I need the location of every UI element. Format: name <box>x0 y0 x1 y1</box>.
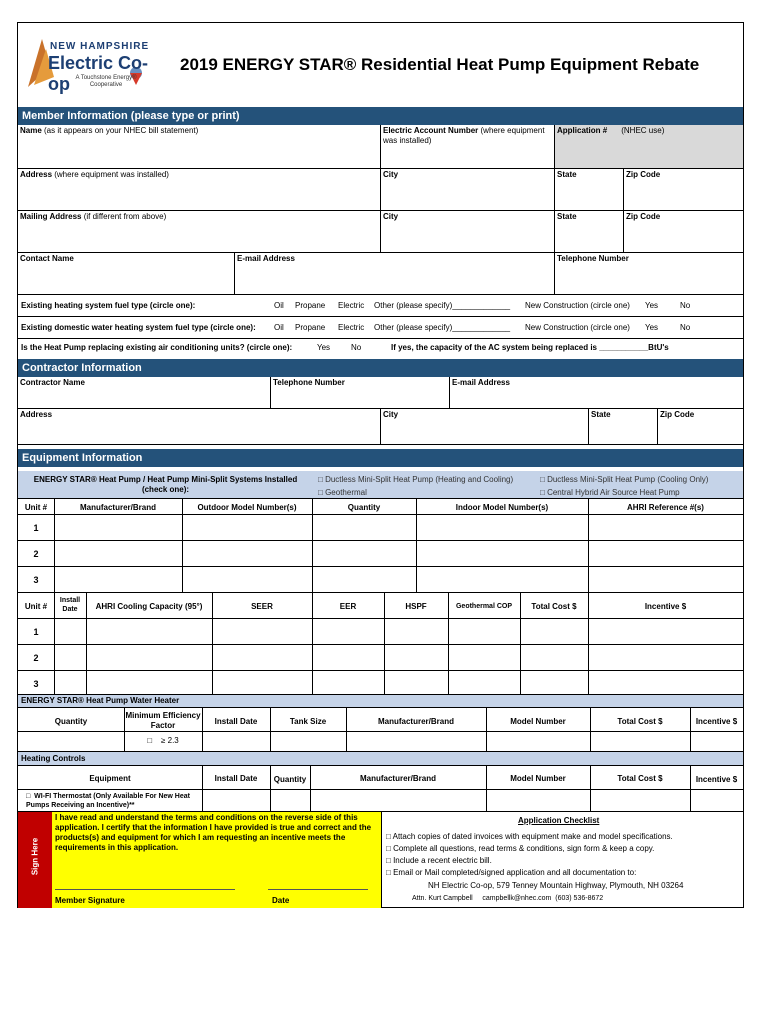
whp-divider <box>124 708 125 752</box>
telephone-field[interactable]: Telephone Number <box>555 253 743 295</box>
checklist-items <box>386 831 741 879</box>
t1-outdoor-model-header: Outdoor Model Number(s) <box>197 503 297 512</box>
hc-install-date-header: Install Date <box>214 774 258 783</box>
contact-name-field[interactable]: Contact Name <box>18 253 235 295</box>
contractor-zip-field[interactable]: Zip Code <box>658 409 743 445</box>
hp-row-number: 2 <box>33 549 39 559</box>
whp-min-efficiency[interactable] <box>124 736 202 745</box>
name-label: Name <box>20 126 42 135</box>
checklist-item-text: Email or Mail completed/signed application and all documentation to: <box>393 868 637 877</box>
perf-row-2[interactable] <box>18 645 743 671</box>
member-section-header: Member Information (please type or print) <box>18 107 743 125</box>
date-line[interactable] <box>268 889 368 890</box>
contractor-section-header: Contractor Information <box>18 359 743 377</box>
account-number-field[interactable] <box>381 125 555 169</box>
t1-quantity-header: Quantity <box>347 503 381 512</box>
hc-incentive-header: Incentive $ <box>695 775 738 784</box>
checkbox-icon[interactable]: □ <box>386 856 391 865</box>
heating-yes-option[interactable]: Yes <box>645 301 659 310</box>
hc-quantity-header: Quantity <box>273 775 307 784</box>
t1-unit-header: Unit # <box>24 503 48 512</box>
t1-ahri-header: AHRI Reference #(s) <box>627 503 704 512</box>
t2-hspf-header: HSPF <box>405 602 427 611</box>
hc-total-cost-header: Total Cost $ <box>617 774 663 783</box>
acct-label: Electric Account Number <box>383 126 479 135</box>
whp-title: ENERGY STAR® Heat Pump Water Heater <box>18 695 743 708</box>
hc-manufacturer-header: Manufacturer/Brand <box>359 774 436 783</box>
hc-divider <box>270 766 271 812</box>
water-electric-option[interactable]: Electric <box>338 323 365 332</box>
contractor-city-field[interactable]: City <box>381 409 589 445</box>
mailing-zip-field[interactable]: Zip Code <box>624 211 743 253</box>
wifi-thermostat-option[interactable] <box>26 792 202 810</box>
whp-divider <box>202 708 203 752</box>
whp-divider <box>486 708 487 752</box>
whp-total-cost-header: Total Cost $ <box>617 717 663 726</box>
checkbox-icon[interactable]: □ <box>318 475 323 484</box>
address-label: Address <box>20 170 53 179</box>
whp-min-value: ≥ 2.3 <box>161 736 179 745</box>
equipment-section-header: Equipment Information <box>18 449 743 467</box>
whp-divider <box>270 708 271 752</box>
water-new-construction: New Construction (circle one) <box>525 323 630 332</box>
heating-oil-option[interactable]: Oil <box>274 301 284 310</box>
mailing-address-field[interactable] <box>18 211 381 253</box>
t1-manufacturer-header: Manufacturer/Brand <box>79 503 156 512</box>
city-field[interactable]: City <box>381 169 555 211</box>
ductless-heat-cool-option[interactable] <box>318 475 513 484</box>
app-label: Application # <box>557 126 608 135</box>
water-other-option[interactable]: Other (please specify)_____________ <box>374 323 511 332</box>
checklist-item[interactable] <box>386 855 741 867</box>
member-signature-line[interactable] <box>55 889 235 890</box>
mailing-state-field[interactable]: State <box>555 211 624 253</box>
t1-divider <box>312 499 313 593</box>
logo-line2: Electric Co-op <box>48 53 149 94</box>
acct-note: (where equipment was installed) <box>383 126 545 145</box>
hp-row-number: 1 <box>33 523 39 533</box>
checklist-item-text: Complete all questions, read terms & conditions, sign form & keep a copy. <box>393 844 655 853</box>
perf-row-3[interactable] <box>18 671 743 695</box>
whp-incentive-header: Incentive $ <box>695 717 738 726</box>
email-field[interactable]: E-mail Address <box>235 253 555 295</box>
zip-field[interactable]: Zip Code <box>624 169 743 211</box>
wifi-label: WI-FI Thermostat (Only Available For New Heat Pumps Receiving an Incentive)** <box>26 793 190 809</box>
hc-equipment-header: Equipment <box>89 774 131 783</box>
hp-row-3[interactable] <box>18 567 743 593</box>
checkbox-icon[interactable]: □ <box>147 736 153 745</box>
mailing-city-field[interactable]: City <box>381 211 555 253</box>
opt2-label: Ductless Mini-Split Heat Pump (Cooling Only) <box>547 475 709 484</box>
t2-total-cost-header: Total Cost $ <box>531 602 577 611</box>
whp-install-date-header: Install Date <box>214 717 258 726</box>
water-fuel-question: Existing domestic water heating system fuel type (circle one): <box>21 323 256 332</box>
t2-divider <box>312 593 313 695</box>
checklist-item[interactable] <box>386 843 741 855</box>
sign-here-label: Sign Here <box>30 837 40 876</box>
ac-question: Is the Heat Pump replacing existing air conditioning units? (circle one): <box>21 343 293 352</box>
ac-capacity-field[interactable]: If yes, the capacity of the AC system being replaced is ___________BtU's <box>391 343 669 352</box>
address-note: (where equipment was installed) <box>52 170 169 179</box>
form-title: 2019 ENERGY STAR® Residential Heat Pump Equipment Rebate <box>180 55 700 74</box>
t1-divider <box>416 499 417 593</box>
logo-line3: A Touchstone Energy® Cooperative <box>75 75 137 88</box>
t1-indoor-model-header: Indoor Model Number(s) <box>455 503 549 512</box>
hc-divider <box>310 766 311 812</box>
t1-divider <box>54 499 55 593</box>
sign-here-tab <box>18 812 52 908</box>
mailing-note: (if different from above) <box>81 212 167 221</box>
t2-divider <box>448 593 449 695</box>
member-signature-label: Member Signature <box>55 896 125 905</box>
checkbox-icon[interactable]: □ <box>386 844 391 853</box>
t2-incentive-header: Incentive $ <box>644 602 687 611</box>
checkbox-icon[interactable]: □ <box>540 488 545 497</box>
central-hybrid-option[interactable] <box>540 488 680 497</box>
application-number-field <box>555 125 743 169</box>
whp-quantity-header: Quantity <box>54 717 88 726</box>
mail-address: NH Electric Co-op, 579 Tenney Mountain Highway, Plymouth, NH 03264 <box>428 881 684 890</box>
contractor-state-field[interactable]: State <box>589 409 658 445</box>
whp-model-header: Model Number <box>510 717 566 726</box>
certification-text: I have read and understand the terms and conditions on the reverse side of this application. I certify that the information I have provided is true and correct and the products(s) and equipment for which I am requesting an incentive meets the requirements in this application. <box>55 813 372 852</box>
member-name-field[interactable] <box>18 125 381 169</box>
hc-divider <box>690 766 691 812</box>
whp-manufacturer-header: Manufacturer/Brand <box>377 717 454 726</box>
hp-row-number: 3 <box>33 575 39 585</box>
mailing-label: Mailing Address <box>20 212 82 221</box>
nhec-logo <box>20 27 150 97</box>
ductless-cool-only-option[interactable] <box>540 475 708 484</box>
t2-eer-header: EER <box>339 602 357 611</box>
t2-divider <box>54 593 55 695</box>
address-field[interactable] <box>18 169 381 211</box>
checklist-item[interactable] <box>386 867 741 879</box>
water-yes-option[interactable]: Yes <box>645 323 659 332</box>
t2-divider <box>588 593 589 695</box>
water-oil-option[interactable]: Oil <box>274 323 284 332</box>
t1-divider <box>182 499 183 593</box>
contractor-address-field[interactable]: Address <box>18 409 381 445</box>
checklist-item-text: Attach copies of dated invoices with equipment make and model specifications. <box>392 832 673 841</box>
perf-row-1[interactable] <box>18 619 743 645</box>
heating-propane-option[interactable]: Propane <box>295 301 326 310</box>
hc-divider <box>486 766 487 812</box>
state-field[interactable]: State <box>555 169 624 211</box>
attn-contact: Attn. Kurt Campbell campbellk@nhec.com (603) 536-8672 <box>412 895 604 902</box>
opt3-label: Geothermal <box>325 488 367 497</box>
hp-row-2[interactable] <box>18 541 743 567</box>
heating-new-construction: New Construction (circle one) <box>525 301 630 310</box>
t2-divider <box>384 593 385 695</box>
perf-row-number: 2 <box>33 653 39 663</box>
whp-divider <box>590 708 591 752</box>
t2-seer-header: SEER <box>251 602 273 611</box>
ac-yes-option[interactable]: Yes <box>317 343 331 352</box>
date-label: Date <box>272 896 290 905</box>
name-note: (as it appears on your NHEC bill statement) <box>41 126 199 135</box>
opt4-label: Central Hybrid Air Source Heat Pump <box>547 488 680 497</box>
t2-unit-header: Unit # <box>24 602 48 611</box>
ac-no-option[interactable]: No <box>351 343 362 352</box>
heating-electric-option[interactable]: Electric <box>338 301 365 310</box>
t2-install-date-header: Install Date <box>59 597 81 613</box>
checkbox-icon[interactable]: □ <box>540 475 545 484</box>
whp-divider <box>346 708 347 752</box>
water-no-option[interactable]: No <box>680 323 691 332</box>
heating-no-option[interactable]: No <box>680 301 691 310</box>
hp-row-1[interactable] <box>18 515 743 541</box>
contractor-name-field[interactable]: Contractor Name <box>18 377 271 409</box>
heating-fuel-question: Existing heating system fuel type (circle one): <box>21 301 196 310</box>
whp-divider <box>690 708 691 752</box>
checkbox-icon[interactable]: □ <box>26 793 31 800</box>
hc-divider <box>202 766 203 812</box>
t2-divider <box>86 593 87 695</box>
checklist-item[interactable] <box>386 831 741 843</box>
checkbox-icon[interactable]: □ <box>386 868 391 877</box>
checkbox-icon[interactable]: □ <box>318 488 323 497</box>
heating-other-option[interactable]: Other (please specify)_____________ <box>374 301 511 310</box>
t2-geo-cop-header: Geothermal COP <box>455 603 512 610</box>
whp-efficiency-header: Minimum Efficiency Factor <box>125 711 201 730</box>
contractor-email-field[interactable]: E-mail Address <box>450 377 743 409</box>
hc-title: Heating Controls <box>18 752 743 766</box>
hp-type-title: ENERGY STAR® Heat Pump / Heat Pump Mini-Split Systems Installed (check one): <box>33 475 298 494</box>
water-propane-option[interactable]: Propane <box>295 323 326 332</box>
app-note: (NHEC use) <box>621 126 665 135</box>
hc-model-header: Model Number <box>510 774 566 783</box>
perf-row-number: 3 <box>33 679 39 689</box>
hc-divider <box>590 766 591 812</box>
checklist-title: Application Checklist <box>518 816 600 825</box>
perf-row-number: 1 <box>33 627 39 637</box>
t2-divider <box>520 593 521 695</box>
checklist-item-text: Include a recent electric bill. <box>393 856 492 865</box>
rebate-form <box>17 22 744 908</box>
logo-line1: NEW HAMPSHIRE <box>50 41 150 52</box>
checkbox-icon[interactable]: □ <box>386 832 391 841</box>
whp-tank-size-header: Tank Size <box>289 717 327 726</box>
geothermal-option[interactable] <box>318 488 367 497</box>
t1-divider <box>588 499 589 593</box>
contractor-telephone-field[interactable]: Telephone Number <box>271 377 450 409</box>
t2-ahri-capacity-header: AHRI Cooling Capacity (95°) <box>95 602 203 611</box>
t2-divider <box>212 593 213 695</box>
opt1-label: Ductless Mini-Split Heat Pump (Heating and Cooling) <box>325 475 514 484</box>
